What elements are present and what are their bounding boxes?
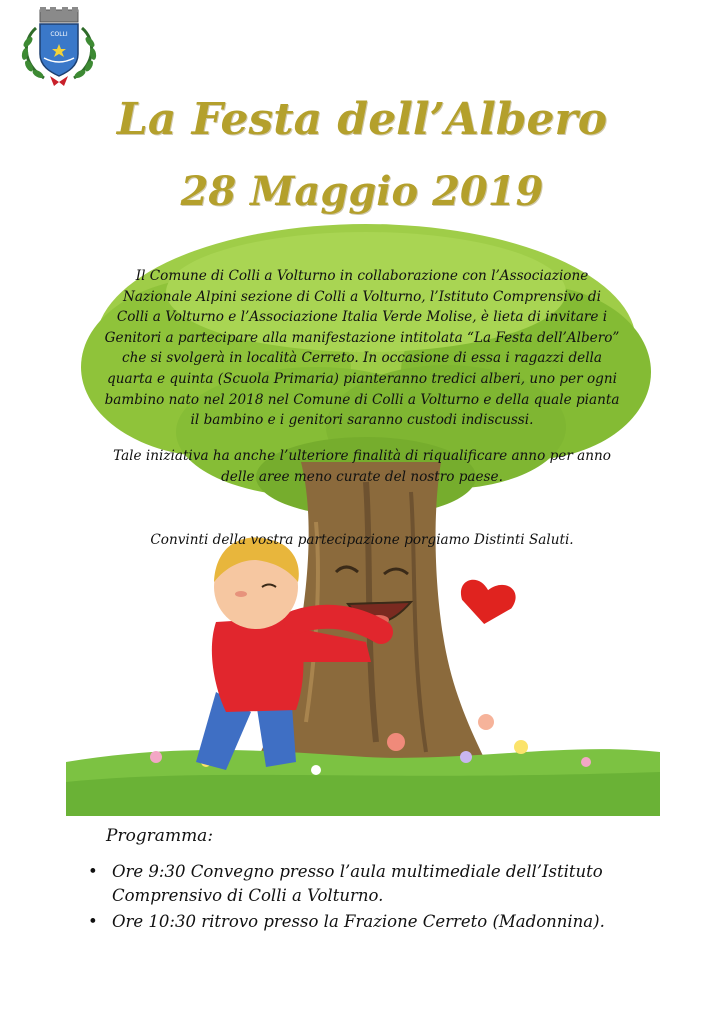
- paragraph-line: Tale iniziativa ha anche l’ulteriore finalità di riqualificare anno per anno: [113, 448, 611, 464]
- municipal-crest: [14, 6, 104, 88]
- paragraph-line: che si svolgerà in località Cerreto. In occasione di essa i ragazzi della: [121, 350, 603, 367]
- bullet-icon: •: [88, 912, 98, 931]
- paragraph-line: bambino nato nel 2018 nel Comune di Colli a Volturno e della quale pianta: [104, 391, 620, 408]
- paragraph-line: delle aree meno curate del nostro paese.: [221, 468, 503, 485]
- event-title: La Festa dell’Albero: [116, 94, 608, 145]
- schedule-item: [84, 860, 684, 908]
- bullet-icon: •: [88, 862, 98, 881]
- tower-crown-icon: [40, 7, 78, 22]
- paragraph-line: quarta e quinta (Scuola Primaria) pianteranno tredici alberi, uno per ogni: [107, 370, 617, 387]
- paragraph-line: Genitori a partecipare alla manifestazione intitolata “La Festa dell’Albero”: [104, 329, 620, 346]
- paragraph-line: Nazionale Alpini sezione di Colli a Volturno, l’Istituto Comprensivo di: [123, 288, 601, 305]
- schedule-item-line: Comprensivo di Colli a Volturno.: [112, 886, 384, 905]
- heart-icon: [456, 578, 518, 629]
- closing-greeting: Convinti della vostra partecipazione porgiamo Distinti Saluti.: [150, 532, 574, 548]
- paragraph-line: il bambino e i genitori saranno custodi indiscussi.: [190, 412, 534, 429]
- programma-heading: Programma:: [106, 826, 214, 846]
- paragraph-line: Il Comune di Colli a Volturno in collaborazione con l’Associazione: [135, 268, 589, 284]
- schedule-item-line: Ore 10:30 ritrovo presso la Frazione Cerreto (Madonnina).: [112, 912, 605, 931]
- crest-banner: COLLI: [50, 31, 68, 38]
- schedule-item-line: Ore 9:30 Convegno presso l’aula multimediale dell’Istituto: [112, 862, 603, 881]
- paragraph-line: Colli a Volturno e l’Associazione Italia Verde Molise, è lieta di invitare i: [116, 309, 608, 326]
- schedule-item: [84, 910, 684, 934]
- schedule-list: [84, 860, 684, 936]
- invitation-paragraph: [62, 266, 662, 431]
- initiative-paragraph: [62, 446, 662, 487]
- event-date: 28 Maggio 2019: [180, 168, 544, 215]
